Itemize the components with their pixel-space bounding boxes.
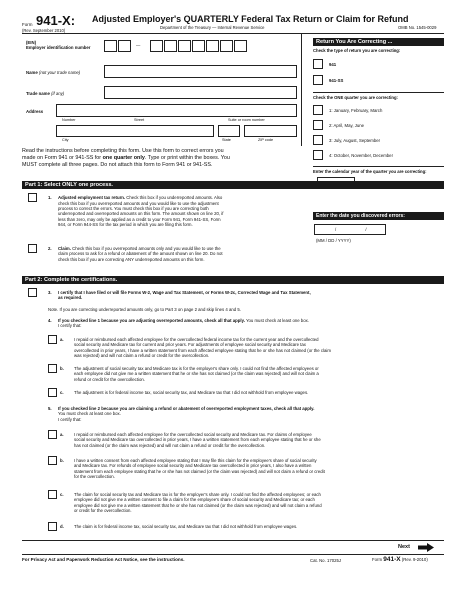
trade-hint: (if any) (51, 91, 65, 96)
ein-digit-8[interactable] (220, 40, 233, 52)
type-checkbox[interactable] (313, 75, 323, 85)
zip-field[interactable] (244, 125, 297, 137)
item2-text (58, 246, 308, 262)
discovered-slashes: / / (335, 227, 381, 232)
item5d-text (74, 524, 446, 529)
item4-head: If you checked line 1 because you are adjusting overreported amounts, check all that apply. (58, 318, 245, 323)
footer-form-number: 941-X (383, 556, 401, 563)
addr-state-label: State (222, 138, 231, 142)
item5c-letter: c. (60, 492, 64, 497)
item2-head: Claim. (58, 246, 71, 251)
part2-bar: Part 2: Complete the certifications. (22, 276, 444, 284)
state-field[interactable] (218, 125, 240, 137)
item4-line-2: I certify that: (58, 323, 82, 329)
item4b-letter: b. (60, 366, 64, 371)
item4b-line-2: each employee did not give me a written statement that he or she has not claimed (or the claim was rejected) and will not claim a (74, 371, 319, 377)
next-label: Next (398, 544, 410, 550)
name-hint: (not your trade name) (38, 70, 81, 75)
note: Note. If you are correcting underreported amounts only, go to Part 3 on page 2 and skip lines 4 and 5. (48, 307, 241, 312)
quarter-checkbox[interactable] (313, 120, 323, 130)
type-prompt: Check the type of return you are correcting: (313, 48, 401, 53)
item4c-line-1: The adjustment is for federal income tax, social security tax, and Medicare tax that I did not withhold from employee wages. (74, 390, 309, 395)
item2-number: 2. (48, 246, 52, 251)
item4a-letter: a. (60, 337, 64, 342)
instructions-line-2c: . Type or print within the boxes. You (144, 155, 230, 161)
address-label: Address (26, 109, 44, 114)
ein-digit-2[interactable] (118, 40, 131, 52)
item5d-checkbox[interactable] (48, 522, 57, 531)
item5a-checkbox[interactable] (48, 430, 57, 439)
quarter-prompt: Check the ONE quarter you are correcting: (313, 95, 398, 101)
item5a-line-2: social security and Medicare tax overcollected in prior years, I have a written statement from each employee stating that he or she (74, 437, 321, 443)
item1-line-1: Check this box if you underreported amounts. Also (126, 195, 223, 200)
item1-body (58, 201, 308, 228)
item5a-line-3: has not claimed (or the claim was rejected) and will not claim a refund or credit for the overcollection. (74, 442, 266, 448)
item4a-line-3: overcollected in prior years, I have a written statement from each affected employee stating that he or she has not claimed (or the claim (74, 347, 331, 353)
item4a-line-1: I repaid or reimbursed each affected employee for the overcollected federal income tax for the current year and the overcollected (74, 337, 319, 342)
addr-number-label: Number (62, 118, 76, 122)
department-label: Department of the Treasury — Internal Revenue Service (160, 25, 265, 30)
item5a-line-1: I repaid or reimbursed each affected employee for the overcollected social security and Medicare tax. For claims of employee (74, 432, 312, 437)
instructions-line-2 (22, 155, 304, 162)
item4b-checkbox[interactable] (48, 364, 57, 373)
omb-number: OMB No. 1545-0029 (398, 25, 437, 30)
item1-line-5: less than zero, may only be applied as a credit to your Form 941, Form 941-SS, Form (58, 216, 221, 222)
item5c-line-2: employee did not give me a written consent to file a claim for the employee's share of social security and Medicare tax; or each (74, 497, 315, 503)
item4-line-1b: You must check at least one box. (246, 318, 309, 323)
quarter-label-2: 2: April, May, June (329, 122, 365, 128)
quarter-checkbox[interactable] (313, 105, 323, 115)
instructions-line-1: Read the instructions before completing this form. Use this form to correct errors you (22, 148, 224, 154)
ein-digit-6[interactable] (192, 40, 205, 52)
name-label-text: Name (26, 70, 38, 75)
addr-suite-label: Suite or room number (228, 118, 265, 122)
type-option-941[interactable] (313, 56, 444, 72)
quarter-checkbox[interactable] (313, 135, 323, 145)
item5-line-2: You must check at least one box. (58, 411, 121, 417)
item5c-line-1: The claim for social security tax and Medicare tax is for the employer's share only. I could not find the affected employees; or each (74, 492, 321, 497)
instructions-line-2a: made on Form 941 or 941-SS for (22, 155, 103, 161)
item1-head: Adjusted employment tax return. (58, 195, 126, 200)
item4-text (58, 318, 446, 329)
next-arrow-icon[interactable] (418, 543, 434, 552)
item5a-text (74, 432, 446, 448)
instructions-line-2b: one quarter only (102, 155, 145, 161)
item2-line-2: claim process to ask for a refund or abatement of the amount shown on line 20. Do not (58, 251, 223, 257)
ein-digit-3[interactable] (150, 40, 163, 52)
identity-section (22, 34, 302, 146)
item5-line-1: If you checked line 2 because you are claiming a refund or abatement of overreported employment taxes, check all that apply. (58, 406, 315, 411)
year-prompt: Enter the calendar year of the quarter you are correcting: (313, 168, 427, 174)
item5b-checkbox[interactable] (48, 456, 57, 465)
type-label-941: 941 (329, 62, 337, 68)
correcting-title: Return You Are Correcting ... (313, 38, 444, 46)
item5a-letter: a. (60, 432, 64, 437)
w2-certify-checkbox[interactable] (28, 288, 37, 297)
adjusted-return-checkbox[interactable] (28, 193, 37, 202)
city-field[interactable] (56, 125, 214, 137)
type-checkbox[interactable] (313, 59, 323, 69)
item5b-line-2: and Medicare tax. For refunds of employee social security and Medicare tax overcollected in prior years, I also have a written (74, 463, 312, 469)
addr-street-label: Street (134, 118, 145, 122)
item4b-line-3: refund or credit for the overcollection. (74, 376, 145, 382)
item4c-checkbox[interactable] (48, 388, 57, 397)
item1-line-2: check this box if you overreported amounts and you would like to use the adjustment (58, 200, 219, 206)
form-label: Form (22, 22, 33, 27)
item5b-line-3: statement from each employee stating that he or she has not claimed (or the claim was rejected) and will not claim a refund or credit (74, 468, 325, 474)
ein-digit-7[interactable] (206, 40, 219, 52)
privacy-notice: For Privacy Act and Paperwork Reduction Act Notice, see the instructions. (22, 557, 185, 562)
ein-digit-1[interactable] (104, 40, 117, 52)
ein-digit-4[interactable] (164, 40, 177, 52)
item5-line-3: I certify that: (58, 416, 82, 422)
discovered-title: Enter the date you discovered errors: (313, 212, 444, 220)
trade-label-text: Trade name (26, 91, 50, 96)
quarter-option-2[interactable] (313, 118, 444, 133)
form-revision: (Rev. September 2010) (22, 28, 66, 33)
footer-form-word: Form (372, 557, 383, 562)
item2-line-1-text: Check this box if you overreported amounts only and you would like to use the (72, 246, 221, 251)
item2-line-3: check this box if you are correcting ANY underreported amounts on this form. (58, 256, 205, 262)
quarter-option-3[interactable] (313, 133, 444, 148)
item1-number: 1. (48, 195, 52, 200)
item1-line-3: process to correct the errors. You must check this box if you are correcting both (58, 205, 209, 211)
item4c-letter: c. (60, 390, 64, 395)
name-label (26, 70, 80, 75)
quarter-option-4[interactable] (313, 148, 444, 163)
ein-sublabel: Employer identification number (26, 45, 91, 50)
item3-number: 3. (48, 290, 52, 295)
addr-city-label: City (62, 138, 69, 142)
instructions (22, 148, 304, 169)
discovered-panel (313, 212, 444, 246)
quarter-label-3: 3: July, August, September (329, 137, 381, 143)
ein-digit-5[interactable] (178, 40, 191, 52)
instructions-line-3: MUST complete all three pages. Do not attach this form to Form 941 or 941-SS. (22, 162, 213, 168)
type-option-941ss[interactable] (313, 72, 444, 88)
item4c-text (74, 390, 446, 395)
ein-dash: — (136, 43, 141, 48)
item5b-line-4: for the overcollection. (74, 474, 115, 480)
item5c-text (74, 492, 446, 514)
discovered-hint: (MM / DD / YYYY) (316, 238, 351, 243)
item1-line-6: 944, or Form 944-SS for the tax period in which you are filing this form. (58, 222, 193, 228)
quarter-label-4: 4: October, November, December (329, 152, 394, 158)
claim-checkbox[interactable] (28, 244, 37, 253)
address-line-field[interactable] (56, 104, 297, 117)
ein-label: (EIN) (26, 40, 37, 45)
item1-line-4: underreported and overreported amounts on this form. The amount shown on line 20, if (58, 211, 224, 217)
footer-form-rev: (Rev. 9-2010) (401, 557, 428, 562)
correcting-panel (313, 38, 444, 190)
addr-zip-label: ZIP code (258, 138, 274, 142)
item4a-checkbox[interactable] (48, 335, 57, 344)
cat-number: Cat. No. 17025J (310, 558, 342, 563)
item5d-letter: d. (60, 524, 64, 529)
item4a-line-2: social security and Medicare tax for current and prior years. For adjustments of employee social security and Medicare tax (74, 342, 306, 348)
trade-label (26, 91, 64, 96)
item5c-line-3: employee did not give me a written statement that he or she has not claimed (or the claim was rejected) and will not claim a refund (74, 502, 322, 508)
quarter-checkbox[interactable] (313, 150, 323, 160)
discovered-row (313, 220, 444, 246)
item4b-line-1: The adjustment of social security tax and Medicare tax is for the employer's share only. I could not find the affected employees or (74, 366, 319, 371)
name-field[interactable] (104, 65, 297, 78)
item4a-line-4: was rejected) and will not claim a refund or credit for the overcollection. (74, 353, 210, 359)
item5b-line-1: I have a written consent from each affected employee stating that I may file this claim for the employee's share of social security (74, 458, 317, 463)
quarter-label-1: 1: January, February, March (329, 107, 383, 113)
item5c-line-4: or credit for the overcollection. (74, 508, 132, 514)
item3-line-1: I certify that I have filed or will file Forms W-2, Wage and Tax Statement, or Forms W-2c, Corrected Wage and Tax Statement, (58, 290, 311, 295)
footer-form (372, 556, 428, 563)
item4a-text (74, 337, 446, 359)
quarter-option-1[interactable] (313, 103, 444, 118)
item4b-text (74, 366, 446, 382)
trade-name-field[interactable] (104, 86, 297, 99)
item5-number: 5. (48, 406, 52, 411)
item5b-letter: b. (60, 458, 64, 463)
item3-line-2: as required. (58, 295, 83, 301)
item5d-line-1: The claim is for federal income tax, social security tax, and Medicare tax that I did not withhold from employee wages. (74, 524, 298, 529)
item3-text (58, 290, 446, 301)
part1-bar: Part 1: Select ONLY one process. (22, 181, 444, 189)
item5b-text (74, 458, 446, 480)
form-title: Adjusted Employer's QUARTERLY Federal Tax Return or Claim for Refund (92, 14, 409, 24)
type-label-941ss: 941-SS (329, 78, 344, 84)
item4-number: 4. (48, 318, 52, 323)
item5-text (58, 406, 446, 422)
ein-digit-9[interactable] (234, 40, 247, 52)
form-number: 941-X: (36, 13, 76, 28)
item5c-checkbox[interactable] (48, 490, 57, 499)
